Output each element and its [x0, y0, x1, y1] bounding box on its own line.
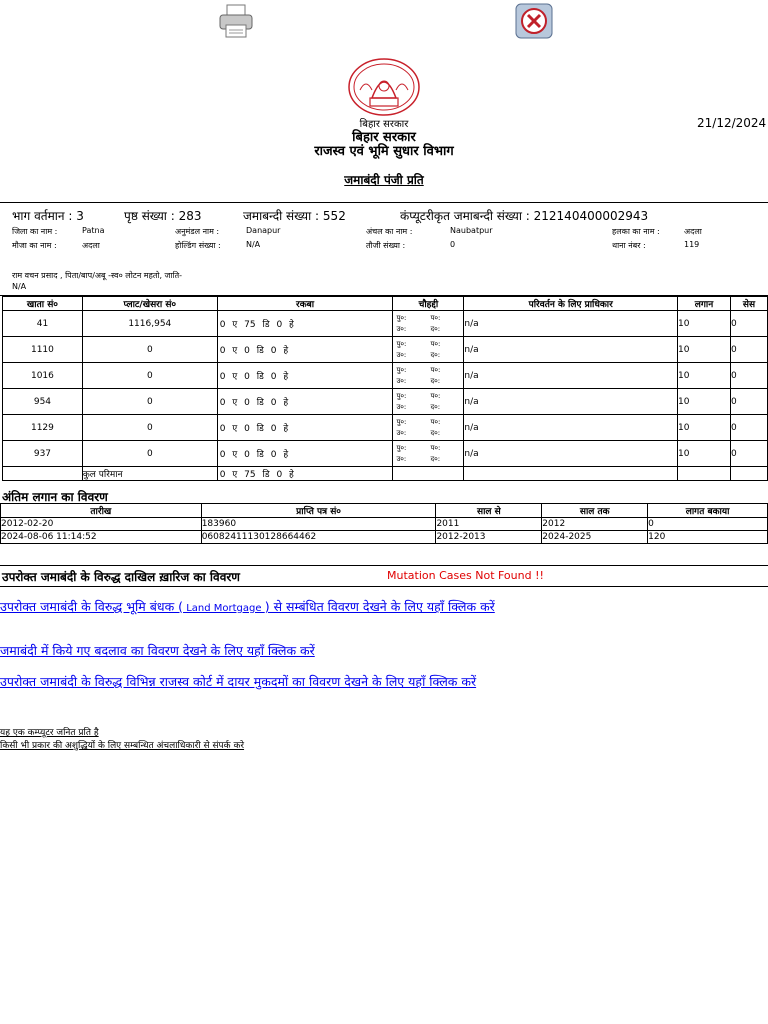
lagan-section-title: अंतिम लगान का विवरण	[2, 490, 108, 504]
print-button[interactable]	[217, 2, 255, 40]
col-lagan: लगान	[678, 297, 731, 311]
cess-cell: 0	[730, 363, 767, 389]
col-receipt: प्राप्ति पत्र सं०	[201, 504, 436, 518]
boundary-cell: पु०: प०: उ०: द०:	[393, 311, 464, 337]
mortgage-link[interactable]: उपरोक्त जमाबंदी के विरुद्ध भूमि बंधक ( Land Mortgage ) से सम्बंधित विवरण देखने के लिए यहाँ क्लिक करें	[0, 599, 495, 614]
col-cess: सेस	[730, 297, 767, 311]
bhag-value: 3	[76, 209, 84, 223]
khata-cell: 937	[3, 441, 83, 467]
col-boundary: चौहद्दी	[393, 297, 464, 311]
total-label: कुल परिमान	[82, 467, 217, 481]
circle-label: अंचल का नाम :	[366, 227, 413, 236]
boundary-cell: पु०: प०: उ०: द०:	[393, 337, 464, 363]
cess-cell: 0	[730, 337, 767, 363]
close-icon	[515, 3, 553, 39]
mutation-status: Mutation Cases Not Found !!	[387, 569, 544, 582]
changes-link[interactable]: जमाबंदी में किये गए बदलाव का विवरण देखने के लिए यहाँ क्लिक करें	[0, 643, 315, 658]
emblem-icon	[348, 58, 420, 116]
subdivision-label: अनुमंडल नाम :	[175, 227, 220, 236]
khesra-cell: 1116,954	[82, 311, 217, 337]
holding-value: N/A	[246, 240, 261, 249]
government-name: बिहार सरकार	[352, 130, 416, 145]
total-rakba: 0 ए 75 डि 0 हे	[217, 467, 393, 481]
khata-cell: 41	[3, 311, 83, 337]
table-row	[3, 311, 768, 337]
footer-note-2: किसी भी प्रकार की अशुद्धियों के लिए सम्बन्धित अंचलाधिकारी से संपर्क करे	[0, 741, 245, 751]
mauza-label: मौजा का नाम :	[12, 241, 57, 250]
khesra-cell: 0	[82, 337, 217, 363]
authority-cell: n/a	[464, 389, 678, 415]
authority-cell: n/a	[464, 311, 678, 337]
authority-cell: n/a	[464, 337, 678, 363]
rakba-cell: 0 ए 0 डि 0 हे	[217, 337, 393, 363]
plots-header-row	[3, 297, 768, 311]
lagan-header-row	[1, 504, 768, 518]
lagan-cell: 10	[678, 363, 731, 389]
table-row	[3, 363, 768, 389]
subdivision-value: Danapur	[246, 226, 281, 235]
table-row: 2012-02-20 183960 2011 2012 0	[1, 518, 768, 531]
boundary-cell: पु०: प०: उ०: द०:	[393, 389, 464, 415]
cess-cell: 0	[730, 389, 767, 415]
computerized-number: कंप्यूटरीकृत जमाबन्दी संख्या : 212140400002943	[400, 209, 649, 223]
col-khesra: प्लाट/खेसरा सं०	[82, 297, 217, 311]
plots-total-row	[3, 467, 768, 481]
table-row	[3, 389, 768, 415]
department-name: राजस्व एवं भूमि सुधार विभाग	[314, 144, 454, 159]
halka-label: हलका का नाम :	[612, 227, 660, 236]
table-row	[3, 415, 768, 441]
mauza-value: अदला	[82, 241, 100, 250]
circle-value: Naubatpur	[450, 226, 493, 235]
district-label: जिला का नाम :	[12, 227, 58, 236]
lagan-cell: 10	[678, 441, 731, 467]
khata-cell: 1016	[3, 363, 83, 389]
owner-name: राम वचन प्रसाद , पिता/बाप/अबू -स्व० लोटन महतो, जाति-	[12, 271, 183, 280]
khata-cell: 954	[3, 389, 83, 415]
rakba-cell: 0 ए 0 डि 0 हे	[217, 389, 393, 415]
owner-caste: N/A	[12, 282, 27, 291]
thana-value: 119	[684, 240, 700, 249]
lagan-cell: 10	[678, 337, 731, 363]
lagan-cell: 10	[678, 311, 731, 337]
close-button[interactable]	[515, 3, 553, 39]
cess-cell: 0	[730, 415, 767, 441]
table-row	[3, 441, 768, 467]
emblem-caption: बिहार सरकार	[359, 119, 409, 130]
footer-note-1: यह एक कम्प्यूटर जनित प्रति है	[0, 728, 99, 738]
page-number: पृष्ठ संख्या : 283	[124, 209, 202, 223]
col-year-to: साल तक	[542, 504, 648, 518]
boundary-cell: पु०: प०: उ०: द०:	[393, 363, 464, 389]
rakba-cell: 0 ए 0 डि 0 हे	[217, 441, 393, 467]
boundary-cell: पु०: प०: उ०: द०:	[393, 441, 464, 467]
authority-cell: n/a	[464, 363, 678, 389]
boundary-cell: पु०: प०: उ०: द०:	[393, 415, 464, 441]
mutation-title: उपरोक्त जमाबंदी के विरुद्ध दाखिल ख़ारिज का विवरण	[2, 570, 240, 584]
tauzi-value: 0	[450, 240, 456, 249]
khesra-cell: 0	[82, 415, 217, 441]
thana-label: थाना नंबर :	[612, 241, 646, 250]
tauzi-label: तौजी संख्या :	[366, 241, 406, 250]
khesra-cell: 0	[82, 363, 217, 389]
court-cases-link[interactable]: उपरोक्त जमाबंदी के विरुद्ध विभिन्न राजस्व कोर्ट में दायर मुकदमों का विवरण देखने के लिए यहाँ क्लिक करें	[0, 674, 477, 689]
khesra-cell: 0	[82, 441, 217, 467]
table-row	[3, 337, 768, 363]
table-row: 2024-08-06 11:14:52 06082411130128664462 2012-2013 2024-2025 120	[1, 531, 768, 544]
khata-cell: 1129	[3, 415, 83, 441]
plots-table	[2, 296, 768, 481]
bihar-emblem	[348, 58, 420, 116]
lagan-table	[0, 503, 768, 544]
info-block	[0, 202, 768, 296]
district-value: Patna	[82, 226, 105, 235]
rakba-cell: 0 ए 75 डि 0 हे	[217, 311, 393, 337]
printer-icon	[217, 2, 255, 40]
rakba-cell: 0 ए 0 डि 0 हे	[217, 415, 393, 441]
page-title: जमाबंदी पंजी प्रति	[344, 173, 424, 187]
col-arrears: लागत बकाया	[648, 504, 768, 518]
col-year-from: साल से	[436, 504, 542, 518]
cess-cell: 0	[730, 311, 767, 337]
cess-cell: 0	[730, 441, 767, 467]
lagan-cell: 10	[678, 415, 731, 441]
authority-cell: n/a	[464, 415, 678, 441]
khata-cell: 1110	[3, 337, 83, 363]
lagan-cell: 10	[678, 389, 731, 415]
col-rakba: रकबा	[217, 297, 393, 311]
mutation-block	[0, 565, 768, 587]
col-authority: परिवर्तन के लिए प्राधिकार	[464, 297, 678, 311]
authority-cell: n/a	[464, 441, 678, 467]
holding-label: होल्डिंग संख्या :	[175, 241, 221, 250]
col-date: तारीख	[1, 504, 202, 518]
info-row-main: भाग वर्तमान : 3	[12, 209, 84, 223]
jamabandi-number: जमाबन्दी संख्या : 552	[243, 209, 346, 223]
khesra-cell: 0	[82, 389, 217, 415]
rakba-cell: 0 ए 0 डि 0 हे	[217, 363, 393, 389]
halka-value: अदला	[684, 227, 702, 236]
print-date: 21/12/2024	[697, 116, 767, 130]
col-khata: खाता सं०	[3, 297, 83, 311]
